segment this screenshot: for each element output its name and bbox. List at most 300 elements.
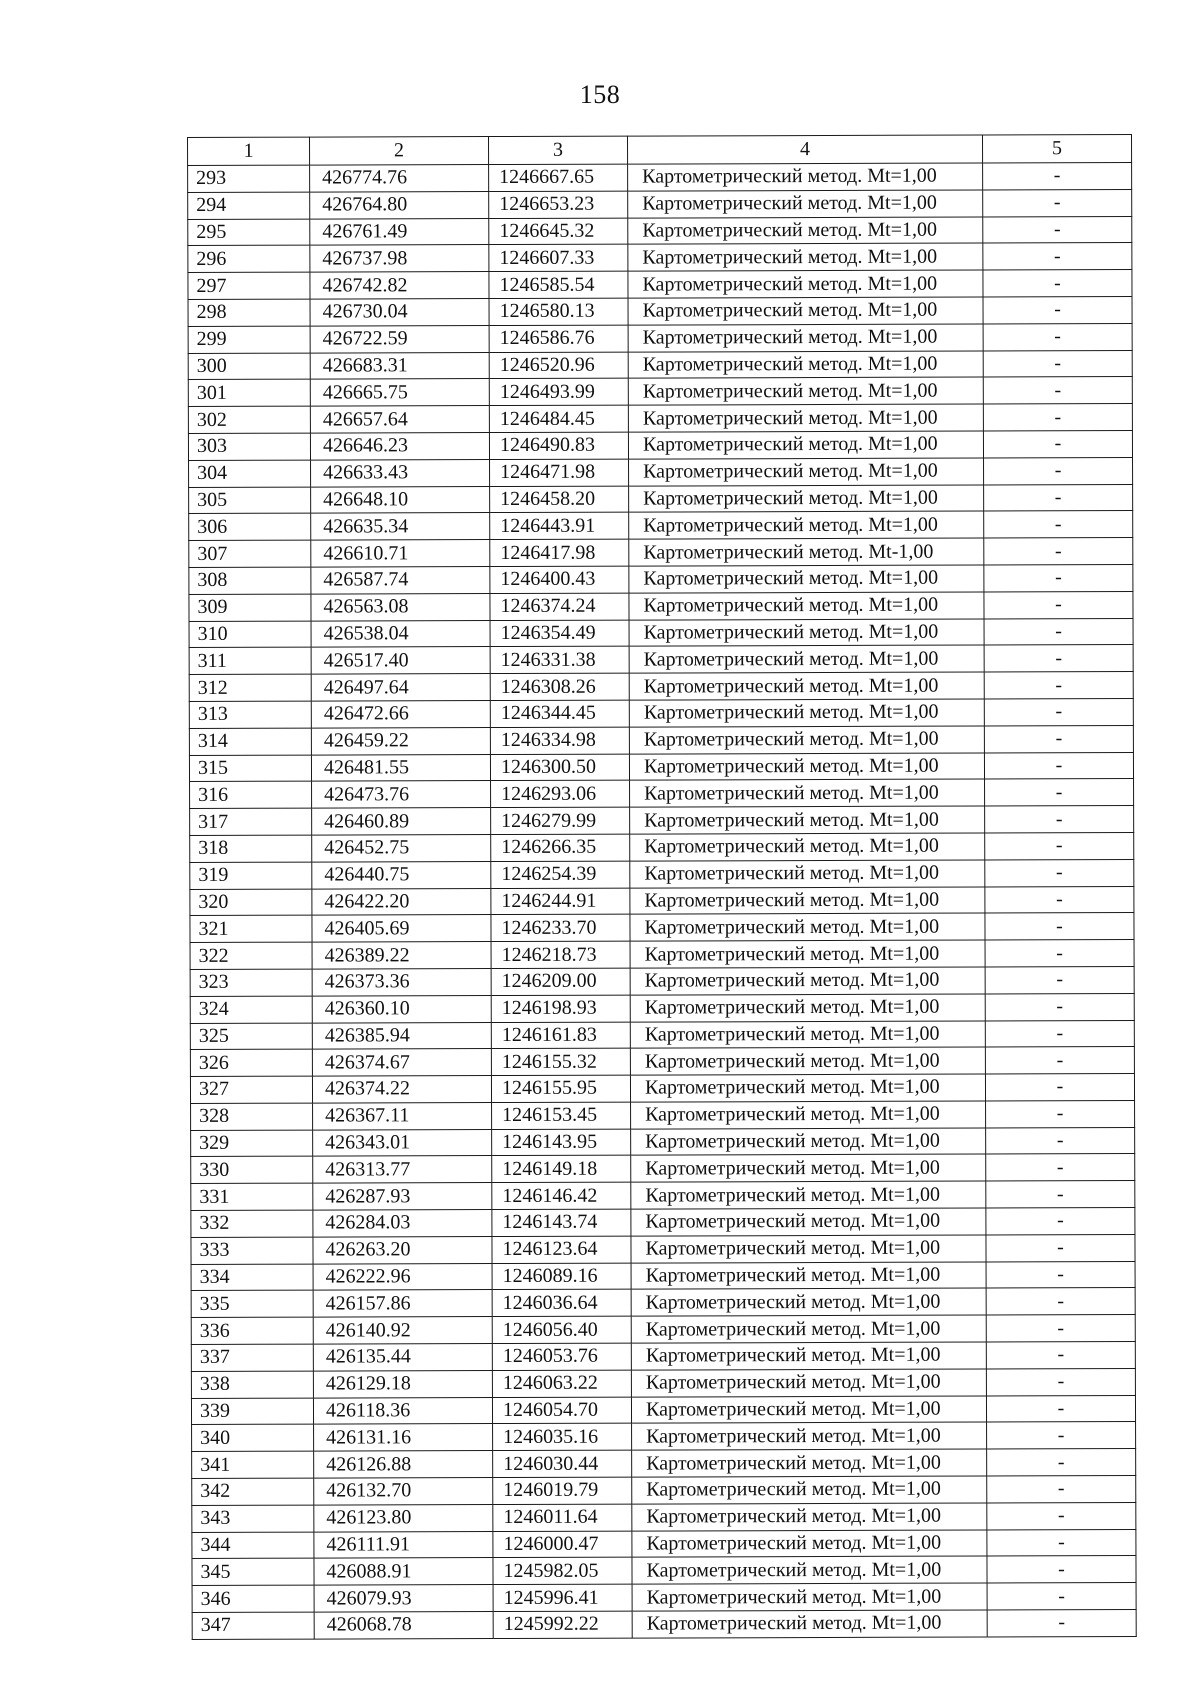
- method-cell: Картометрический метод. Mt=1,00: [631, 1181, 986, 1209]
- x-coordinate-cell: 426737.98: [310, 245, 489, 272]
- x-coordinate-cell: 426068.78: [314, 1612, 493, 1639]
- note-cell: -: [985, 859, 1134, 886]
- note-cell: -: [983, 297, 1132, 324]
- note-cell: -: [985, 1074, 1134, 1101]
- point-number-cell: 347: [192, 1612, 314, 1639]
- header-row: [188, 135, 1132, 166]
- x-coordinate-cell: 426263.20: [313, 1236, 492, 1263]
- table-row: [190, 779, 1134, 809]
- x-coordinate-cell: 426129.18: [313, 1370, 492, 1397]
- x-coordinate-cell: 426123.80: [314, 1504, 493, 1531]
- y-coordinate-cell: 1246471.98: [490, 459, 629, 486]
- y-coordinate-cell: 1246056.40: [492, 1316, 631, 1343]
- y-coordinate-cell: 1246254.39: [491, 861, 630, 888]
- y-coordinate-cell: 1246344.45: [490, 700, 629, 727]
- method-cell: Картометрический метод. Mt=1,00: [632, 1422, 987, 1450]
- point-number-cell: 300: [188, 353, 310, 380]
- table-row: [190, 859, 1134, 889]
- method-cell: Картометрический метод. Mt=1,00: [630, 913, 985, 941]
- method-cell: Картометрический метод. Mt=1,00: [632, 1556, 987, 1584]
- note-cell: -: [985, 779, 1134, 806]
- table-row: [191, 1395, 1135, 1425]
- x-coordinate-cell: 426440.75: [312, 861, 491, 888]
- y-coordinate-cell: 1246266.35: [491, 834, 630, 861]
- method-cell: Картометрический метод. Mt=1,00: [629, 645, 984, 673]
- point-number-cell: 337: [191, 1344, 313, 1371]
- x-coordinate-cell: 426452.75: [312, 834, 491, 861]
- x-coordinate-cell: 426367.11: [313, 1102, 492, 1129]
- point-number-cell: 333: [191, 1237, 313, 1264]
- x-coordinate-cell: 426389.22: [312, 942, 491, 969]
- y-coordinate-cell: 1246585.54: [489, 271, 628, 298]
- y-coordinate-cell: 1246417.98: [490, 539, 629, 566]
- point-number-cell: 304: [189, 460, 311, 487]
- y-coordinate-cell: 1246149.18: [492, 1156, 631, 1183]
- table-row: [190, 913, 1134, 943]
- x-coordinate-cell: 426343.01: [313, 1129, 492, 1156]
- method-cell: Картометрический метод. Mt=1,00: [630, 967, 985, 995]
- x-coordinate-cell: 426131.16: [314, 1424, 493, 1451]
- method-cell: Картометрический метод. Mt=1,00: [629, 619, 984, 647]
- x-coordinate-cell: 426373.36: [312, 968, 491, 995]
- table-row: [188, 377, 1132, 407]
- table-row: [192, 1476, 1136, 1506]
- point-number-cell: 299: [188, 326, 310, 353]
- x-coordinate-cell: 426135.44: [313, 1344, 492, 1371]
- y-coordinate-cell: 1246279.99: [491, 807, 630, 834]
- method-cell: Картометрический метод. Mt=1,00: [632, 1476, 987, 1504]
- point-number-cell: 302: [188, 406, 310, 433]
- note-cell: -: [983, 431, 1132, 458]
- method-cell: Картометрический метод. Mt=1,00: [631, 1315, 986, 1343]
- page-number: 158: [579, 80, 621, 109]
- table-row: [190, 940, 1134, 970]
- method-cell: Картометрический метод. Mt=1,00: [628, 270, 983, 298]
- note-cell: -: [984, 752, 1133, 779]
- x-coordinate-cell: 426764.80: [310, 191, 489, 218]
- table-row: [191, 1154, 1135, 1184]
- y-coordinate-cell: 1246580.13: [489, 298, 628, 325]
- note-cell: -: [984, 591, 1133, 618]
- x-coordinate-cell: 426422.20: [312, 888, 491, 915]
- method-cell: Картометрический метод. Mt=1,00: [629, 592, 984, 620]
- table-row: [189, 511, 1133, 541]
- y-coordinate-cell: 1246153.45: [492, 1102, 631, 1129]
- table-row: [190, 1047, 1134, 1077]
- table-row: [190, 1020, 1134, 1050]
- point-number-cell: 342: [192, 1478, 314, 1505]
- note-cell: -: [987, 1583, 1136, 1610]
- x-coordinate-cell: 426385.94: [312, 1022, 491, 1049]
- method-cell: Картометрический метод. Mt=1,00: [628, 297, 983, 325]
- column-header-4: 4: [627, 135, 982, 164]
- method-cell: Картометрический метод. Mt=1,00: [632, 1449, 987, 1477]
- y-coordinate-cell: 1246146.42: [492, 1182, 631, 1209]
- point-number-cell: 334: [191, 1264, 313, 1291]
- note-cell: -: [985, 1020, 1134, 1047]
- point-number-cell: 321: [190, 915, 312, 942]
- y-coordinate-cell: 1246607.33: [489, 245, 628, 272]
- note-cell: -: [986, 1154, 1135, 1181]
- note-cell: -: [983, 323, 1132, 350]
- note-cell: -: [986, 1342, 1135, 1369]
- note-cell: -: [985, 832, 1134, 859]
- table-row: [190, 806, 1134, 836]
- note-cell: -: [983, 404, 1132, 431]
- y-coordinate-cell: 1246400.43: [490, 566, 629, 593]
- y-coordinate-cell: 1246054.70: [492, 1397, 631, 1424]
- point-number-cell: 294: [188, 192, 310, 219]
- note-cell: -: [985, 806, 1134, 833]
- note-cell: -: [983, 189, 1132, 216]
- method-cell: Картометрический метод. Mt=1,00: [631, 1128, 986, 1156]
- point-number-cell: 320: [190, 889, 312, 916]
- note-cell: -: [983, 243, 1132, 270]
- column-header-2: 2: [310, 137, 489, 166]
- table-row: [189, 618, 1133, 648]
- point-number-cell: 315: [189, 755, 311, 782]
- table-row: [191, 1127, 1135, 1157]
- point-number-cell: 316: [190, 781, 312, 808]
- point-number-cell: 340: [192, 1425, 314, 1452]
- note-cell: -: [984, 457, 1133, 484]
- table-row: [188, 216, 1132, 246]
- method-cell: Картометрический метод. Mt=1,00: [629, 699, 984, 727]
- method-cell: Картометрический метод. Mt=1,00: [630, 860, 985, 888]
- point-number-cell: 319: [190, 862, 312, 889]
- method-cell: Картометрический метод. Mt=1,00: [630, 833, 985, 861]
- y-coordinate-cell: 1246123.64: [492, 1236, 631, 1263]
- method-cell: Картометрический метод. Mt=1,00: [628, 351, 983, 379]
- method-cell: Картометрический метод. Mt=1,00: [629, 726, 984, 754]
- table-row: [191, 1100, 1135, 1130]
- point-number-cell: 305: [189, 487, 311, 514]
- table-row: [189, 752, 1133, 782]
- x-coordinate-cell: 426088.91: [314, 1558, 493, 1585]
- table-header: [188, 135, 1132, 166]
- note-cell: -: [986, 1261, 1135, 1288]
- y-coordinate-cell: 1246218.73: [491, 941, 630, 968]
- method-cell: Картометрический метод. Mt=1,00: [631, 1396, 986, 1424]
- method-cell: Картометрический метод. Mt=1,00: [632, 1583, 987, 1611]
- y-coordinate-cell: 1246143.95: [492, 1129, 631, 1156]
- y-coordinate-cell: 1246035.16: [493, 1424, 632, 1451]
- x-coordinate-cell: 426405.69: [312, 915, 491, 942]
- point-number-cell: 331: [191, 1183, 313, 1210]
- table-row: [189, 698, 1133, 728]
- table-row: [190, 1074, 1134, 1104]
- y-coordinate-cell: 1246443.91: [490, 512, 629, 539]
- method-cell: Картометрический метод. Mt=1,00: [628, 431, 983, 459]
- point-number-cell: 307: [189, 540, 311, 567]
- table-body: [188, 163, 1137, 1640]
- y-coordinate-cell: 1246011.64: [493, 1504, 632, 1531]
- method-cell: Картометрический метод. Mt=1,00: [629, 565, 984, 593]
- method-cell: Картометрический метод. Mt=1,00: [630, 779, 985, 807]
- point-number-cell: 312: [189, 674, 311, 701]
- point-number-cell: 326: [190, 1049, 312, 1076]
- y-coordinate-cell: 1245992.22: [493, 1611, 632, 1638]
- method-cell: Картометрический метод. Mt=1,00: [630, 806, 985, 834]
- note-cell: -: [987, 1529, 1136, 1556]
- point-number-cell: 345: [192, 1559, 314, 1586]
- table-row: [188, 404, 1132, 434]
- table-row: [192, 1583, 1136, 1613]
- x-coordinate-cell: 426374.67: [312, 1049, 491, 1076]
- table-row: [192, 1529, 1136, 1559]
- table-row: [189, 672, 1133, 702]
- point-number-cell: 341: [192, 1451, 314, 1478]
- note-cell: -: [983, 216, 1132, 243]
- x-coordinate-cell: 426587.74: [311, 567, 490, 594]
- table-row: [189, 538, 1133, 568]
- y-coordinate-cell: 1246036.64: [492, 1290, 631, 1317]
- table-row: [192, 1610, 1136, 1640]
- point-number-cell: 308: [189, 567, 311, 594]
- y-coordinate-cell: 1246233.70: [491, 914, 630, 941]
- x-coordinate-cell: 426079.93: [314, 1585, 493, 1612]
- table-row: [188, 350, 1132, 380]
- x-coordinate-cell: 426481.55: [311, 754, 490, 781]
- point-number-cell: 310: [189, 621, 311, 648]
- method-cell: Картометрический метод. Mt=1,00: [628, 190, 983, 218]
- point-number-cell: 332: [191, 1210, 313, 1237]
- note-cell: -: [985, 993, 1134, 1020]
- table-row: [191, 1261, 1135, 1291]
- y-coordinate-cell: 1246308.26: [490, 673, 629, 700]
- column-header-5: 5: [982, 135, 1131, 163]
- x-coordinate-cell: 426646.23: [310, 433, 489, 460]
- table-row: [190, 886, 1134, 916]
- x-coordinate-cell: 426665.75: [310, 379, 489, 406]
- table-row: [188, 297, 1132, 327]
- point-number-cell: 293: [188, 165, 310, 192]
- table-row: [191, 1342, 1135, 1372]
- point-number-cell: 343: [192, 1505, 314, 1532]
- x-coordinate-cell: 426374.22: [312, 1076, 491, 1103]
- x-coordinate-cell: 426222.96: [313, 1263, 492, 1290]
- note-cell: -: [987, 1422, 1136, 1449]
- x-coordinate-cell: 426126.88: [314, 1451, 493, 1478]
- note-cell: -: [987, 1449, 1136, 1476]
- note-cell: -: [986, 1315, 1135, 1342]
- note-cell: -: [986, 1368, 1135, 1395]
- point-number-cell: 309: [189, 594, 311, 621]
- method-cell: Картометрический метод. Mt=1,00: [631, 1101, 986, 1129]
- note-cell: -: [985, 913, 1134, 940]
- note-cell: -: [986, 1234, 1135, 1261]
- point-number-cell: 324: [190, 996, 312, 1023]
- table-row: [188, 163, 1132, 193]
- table-row: [189, 457, 1133, 487]
- x-coordinate-cell: 426473.76: [312, 781, 491, 808]
- point-number-cell: 298: [188, 299, 310, 326]
- method-cell: Картометрический метод. Mt=1,00: [629, 485, 984, 513]
- method-cell: Картометрический метод. Mt=1,00: [632, 1503, 987, 1531]
- table-row: [192, 1502, 1136, 1532]
- method-cell: Картометрический метод. Mt=1,00: [631, 1235, 986, 1263]
- method-cell: Картометрический метод. Mt=1,00: [628, 404, 983, 432]
- point-number-cell: 339: [191, 1398, 313, 1425]
- note-cell: -: [986, 1127, 1135, 1154]
- y-coordinate-cell: 1246354.49: [490, 620, 629, 647]
- point-number-cell: 314: [189, 728, 311, 755]
- method-cell: Картометрический метод. Mt=1,00: [629, 458, 984, 486]
- y-coordinate-cell: 1246053.76: [492, 1343, 631, 1370]
- x-coordinate-cell: 426111.91: [314, 1531, 493, 1558]
- method-cell: Картометрический метод. Mt=1,00: [630, 887, 985, 915]
- table-row: [188, 323, 1132, 353]
- table-row: [189, 645, 1133, 675]
- table-row: [188, 189, 1132, 219]
- method-cell: Картометрический метод. Mt=1,00: [631, 1342, 986, 1370]
- coordinates-table: [187, 134, 1137, 1640]
- y-coordinate-cell: 1246161.83: [491, 1022, 630, 1049]
- y-coordinate-cell: 1245996.41: [493, 1584, 632, 1611]
- x-coordinate-cell: 426635.34: [311, 513, 490, 540]
- y-coordinate-cell: 1246198.93: [491, 995, 630, 1022]
- note-cell: -: [986, 1181, 1135, 1208]
- y-coordinate-cell: 1246063.22: [492, 1370, 631, 1397]
- table-row: [188, 243, 1132, 273]
- y-coordinate-cell: 1246000.47: [493, 1531, 632, 1558]
- y-coordinate-cell: 1246374.24: [490, 593, 629, 620]
- x-coordinate-cell: 426538.04: [311, 620, 490, 647]
- table-row: [188, 431, 1132, 461]
- point-number-cell: 301: [188, 379, 310, 406]
- table-row: [191, 1368, 1135, 1398]
- x-coordinate-cell: 426633.43: [311, 459, 490, 486]
- y-coordinate-cell: 1246667.65: [489, 164, 628, 191]
- x-coordinate-cell: 426774.76: [310, 165, 489, 192]
- y-coordinate-cell: 1246143.74: [492, 1209, 631, 1236]
- note-cell: -: [984, 672, 1133, 699]
- note-cell: -: [986, 1208, 1135, 1235]
- method-cell: Картометрический метод. Mt=1,00: [628, 243, 983, 271]
- method-cell: Картометрический метод. Mt=1,00: [632, 1530, 987, 1558]
- y-coordinate-cell: 1246209.00: [491, 968, 630, 995]
- note-cell: -: [983, 377, 1132, 404]
- x-coordinate-cell: 426730.04: [310, 299, 489, 326]
- y-coordinate-cell: 1246019.79: [493, 1477, 632, 1504]
- method-cell: Картометрический метод. Mt=1,00: [631, 1154, 986, 1182]
- method-cell: Картометрический метод. Mt=1,00: [630, 940, 985, 968]
- note-cell: -: [984, 538, 1133, 565]
- note-cell: -: [984, 645, 1133, 672]
- x-coordinate-cell: 426132.70: [314, 1478, 493, 1505]
- x-coordinate-cell: 426497.64: [311, 674, 490, 701]
- table-row: [189, 484, 1133, 514]
- point-number-cell: 338: [191, 1371, 313, 1398]
- table-row: [190, 993, 1134, 1023]
- method-cell: Картометрический метод. Mt=1,00: [630, 1020, 985, 1048]
- note-cell: -: [985, 1047, 1134, 1074]
- table-row: [188, 270, 1132, 300]
- x-coordinate-cell: 426313.77: [313, 1156, 492, 1183]
- point-number-cell: 335: [191, 1291, 313, 1318]
- x-coordinate-cell: 426284.03: [313, 1210, 492, 1237]
- method-cell: Картометрический метод. Mt-1,00: [629, 538, 984, 566]
- y-coordinate-cell: 1246300.50: [490, 754, 629, 781]
- x-coordinate-cell: 426563.08: [311, 593, 490, 620]
- point-number-cell: 303: [188, 433, 310, 460]
- note-cell: -: [984, 564, 1133, 591]
- note-cell: -: [983, 350, 1132, 377]
- table-row: [192, 1556, 1136, 1586]
- note-cell: -: [987, 1610, 1136, 1637]
- x-coordinate-cell: 426460.89: [312, 808, 491, 835]
- point-number-cell: 330: [191, 1157, 313, 1184]
- table-row: [189, 564, 1133, 594]
- point-number-cell: 328: [191, 1103, 313, 1130]
- method-cell: Картометрический метод. Mt=1,00: [628, 377, 983, 405]
- method-cell: Картометрический метод. Mt=1,00: [630, 994, 985, 1022]
- y-coordinate-cell: 1246244.91: [491, 888, 630, 915]
- note-cell: -: [987, 1476, 1136, 1503]
- point-number-cell: 325: [190, 1023, 312, 1050]
- point-number-cell: 329: [191, 1130, 313, 1157]
- point-number-cell: 318: [190, 835, 312, 862]
- method-cell: Картометрический метод. Mt=1,00: [631, 1288, 986, 1316]
- point-number-cell: 322: [190, 942, 312, 969]
- note-cell: -: [984, 484, 1133, 511]
- x-coordinate-cell: 426459.22: [311, 727, 490, 754]
- x-coordinate-cell: 426648.10: [311, 486, 490, 513]
- point-number-cell: 346: [192, 1585, 314, 1612]
- note-cell: -: [986, 1100, 1135, 1127]
- method-cell: Картометрический метод. Mt=1,00: [631, 1369, 986, 1397]
- table-row: [189, 591, 1133, 621]
- x-coordinate-cell: 426157.86: [313, 1290, 492, 1317]
- x-coordinate-cell: 426610.71: [311, 540, 490, 567]
- method-cell: Картометрический метод. Mt=1,00: [628, 163, 983, 191]
- y-coordinate-cell: 1246493.99: [489, 378, 628, 405]
- table-row: [191, 1288, 1135, 1318]
- y-coordinate-cell: 1246520.96: [489, 352, 628, 379]
- x-coordinate-cell: 426761.49: [310, 218, 489, 245]
- y-coordinate-cell: 1246334.98: [490, 727, 629, 754]
- y-coordinate-cell: 1246293.06: [491, 780, 630, 807]
- note-cell: -: [983, 270, 1132, 297]
- column-header-1: 1: [188, 137, 310, 165]
- table-row: [191, 1315, 1135, 1345]
- method-cell: Картометрический метод. Mt=1,00: [632, 1610, 987, 1638]
- note-cell: -: [985, 940, 1134, 967]
- note-cell: -: [987, 1502, 1136, 1529]
- table-row: [192, 1422, 1136, 1452]
- method-cell: Картометрический метод. Mt=1,00: [629, 753, 984, 781]
- point-number-cell: 295: [188, 219, 310, 246]
- x-coordinate-cell: 426118.36: [313, 1397, 492, 1424]
- x-coordinate-cell: 426722.59: [310, 325, 489, 352]
- note-cell: -: [985, 966, 1134, 993]
- note-cell: -: [985, 886, 1134, 913]
- point-number-cell: 336: [191, 1317, 313, 1344]
- table-row: [190, 966, 1134, 996]
- point-number-cell: 317: [190, 808, 312, 835]
- note-cell: -: [984, 725, 1133, 752]
- note-cell: -: [984, 618, 1133, 645]
- note-cell: -: [983, 163, 1132, 190]
- x-coordinate-cell: 426657.64: [310, 406, 489, 433]
- point-number-cell: 313: [189, 701, 311, 728]
- method-cell: Картометрический метод. Mt=1,00: [629, 511, 984, 539]
- y-coordinate-cell: 1246484.45: [489, 405, 628, 432]
- method-cell: Картометрический метод. Mt=1,00: [628, 324, 983, 352]
- x-coordinate-cell: 426742.82: [310, 272, 489, 299]
- point-number-cell: 344: [192, 1532, 314, 1559]
- x-coordinate-cell: 426140.92: [313, 1317, 492, 1344]
